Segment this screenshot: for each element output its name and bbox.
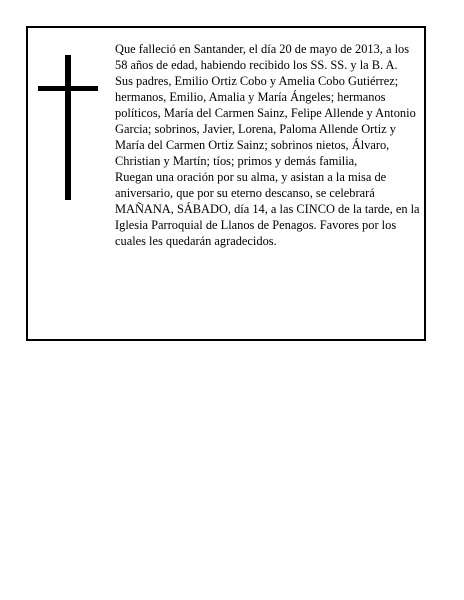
cross-icon bbox=[38, 55, 98, 200]
cross-horizontal-bar bbox=[38, 86, 98, 91]
cross-vertical-bar bbox=[65, 55, 71, 200]
obituary-notice bbox=[26, 26, 426, 341]
mass-invitation-paragraph: Ruegan una oración por su alma, y asistan a la misa de aniversario, que por su eterno descanso, se celebrará MAÑANA, SÁBADO, día 14, a las CINCO de la tarde, en la Iglesia Parroquial de Llanos de Penagos. Favores por los cuales les quedarán agradecidos. bbox=[115, 170, 420, 248]
notice-text bbox=[115, 41, 423, 249]
family-paragraph: Sus padres, Emilio Ortiz Cobo y Amelia Cobo Gutiérrez; hermanos, Emilio, Amalia y María Ángeles; hermanos políticos, María del Carmen Sainz, Felipe Allende y Antonio Garcia; sobrinos, Javier, Lorena, Paloma Allende Ortiz y María del Carmen Ortiz Sainz; sobrinos nietos, Álvaro, Christian y Martín; tíos; primos y demás familia, bbox=[115, 74, 416, 168]
death-announcement-paragraph: Que falleció en Santander, el día 20 de mayo de 2013, a los 58 años de edad, habiendo recibido los SS. SS. y la B. A. bbox=[115, 42, 410, 72]
